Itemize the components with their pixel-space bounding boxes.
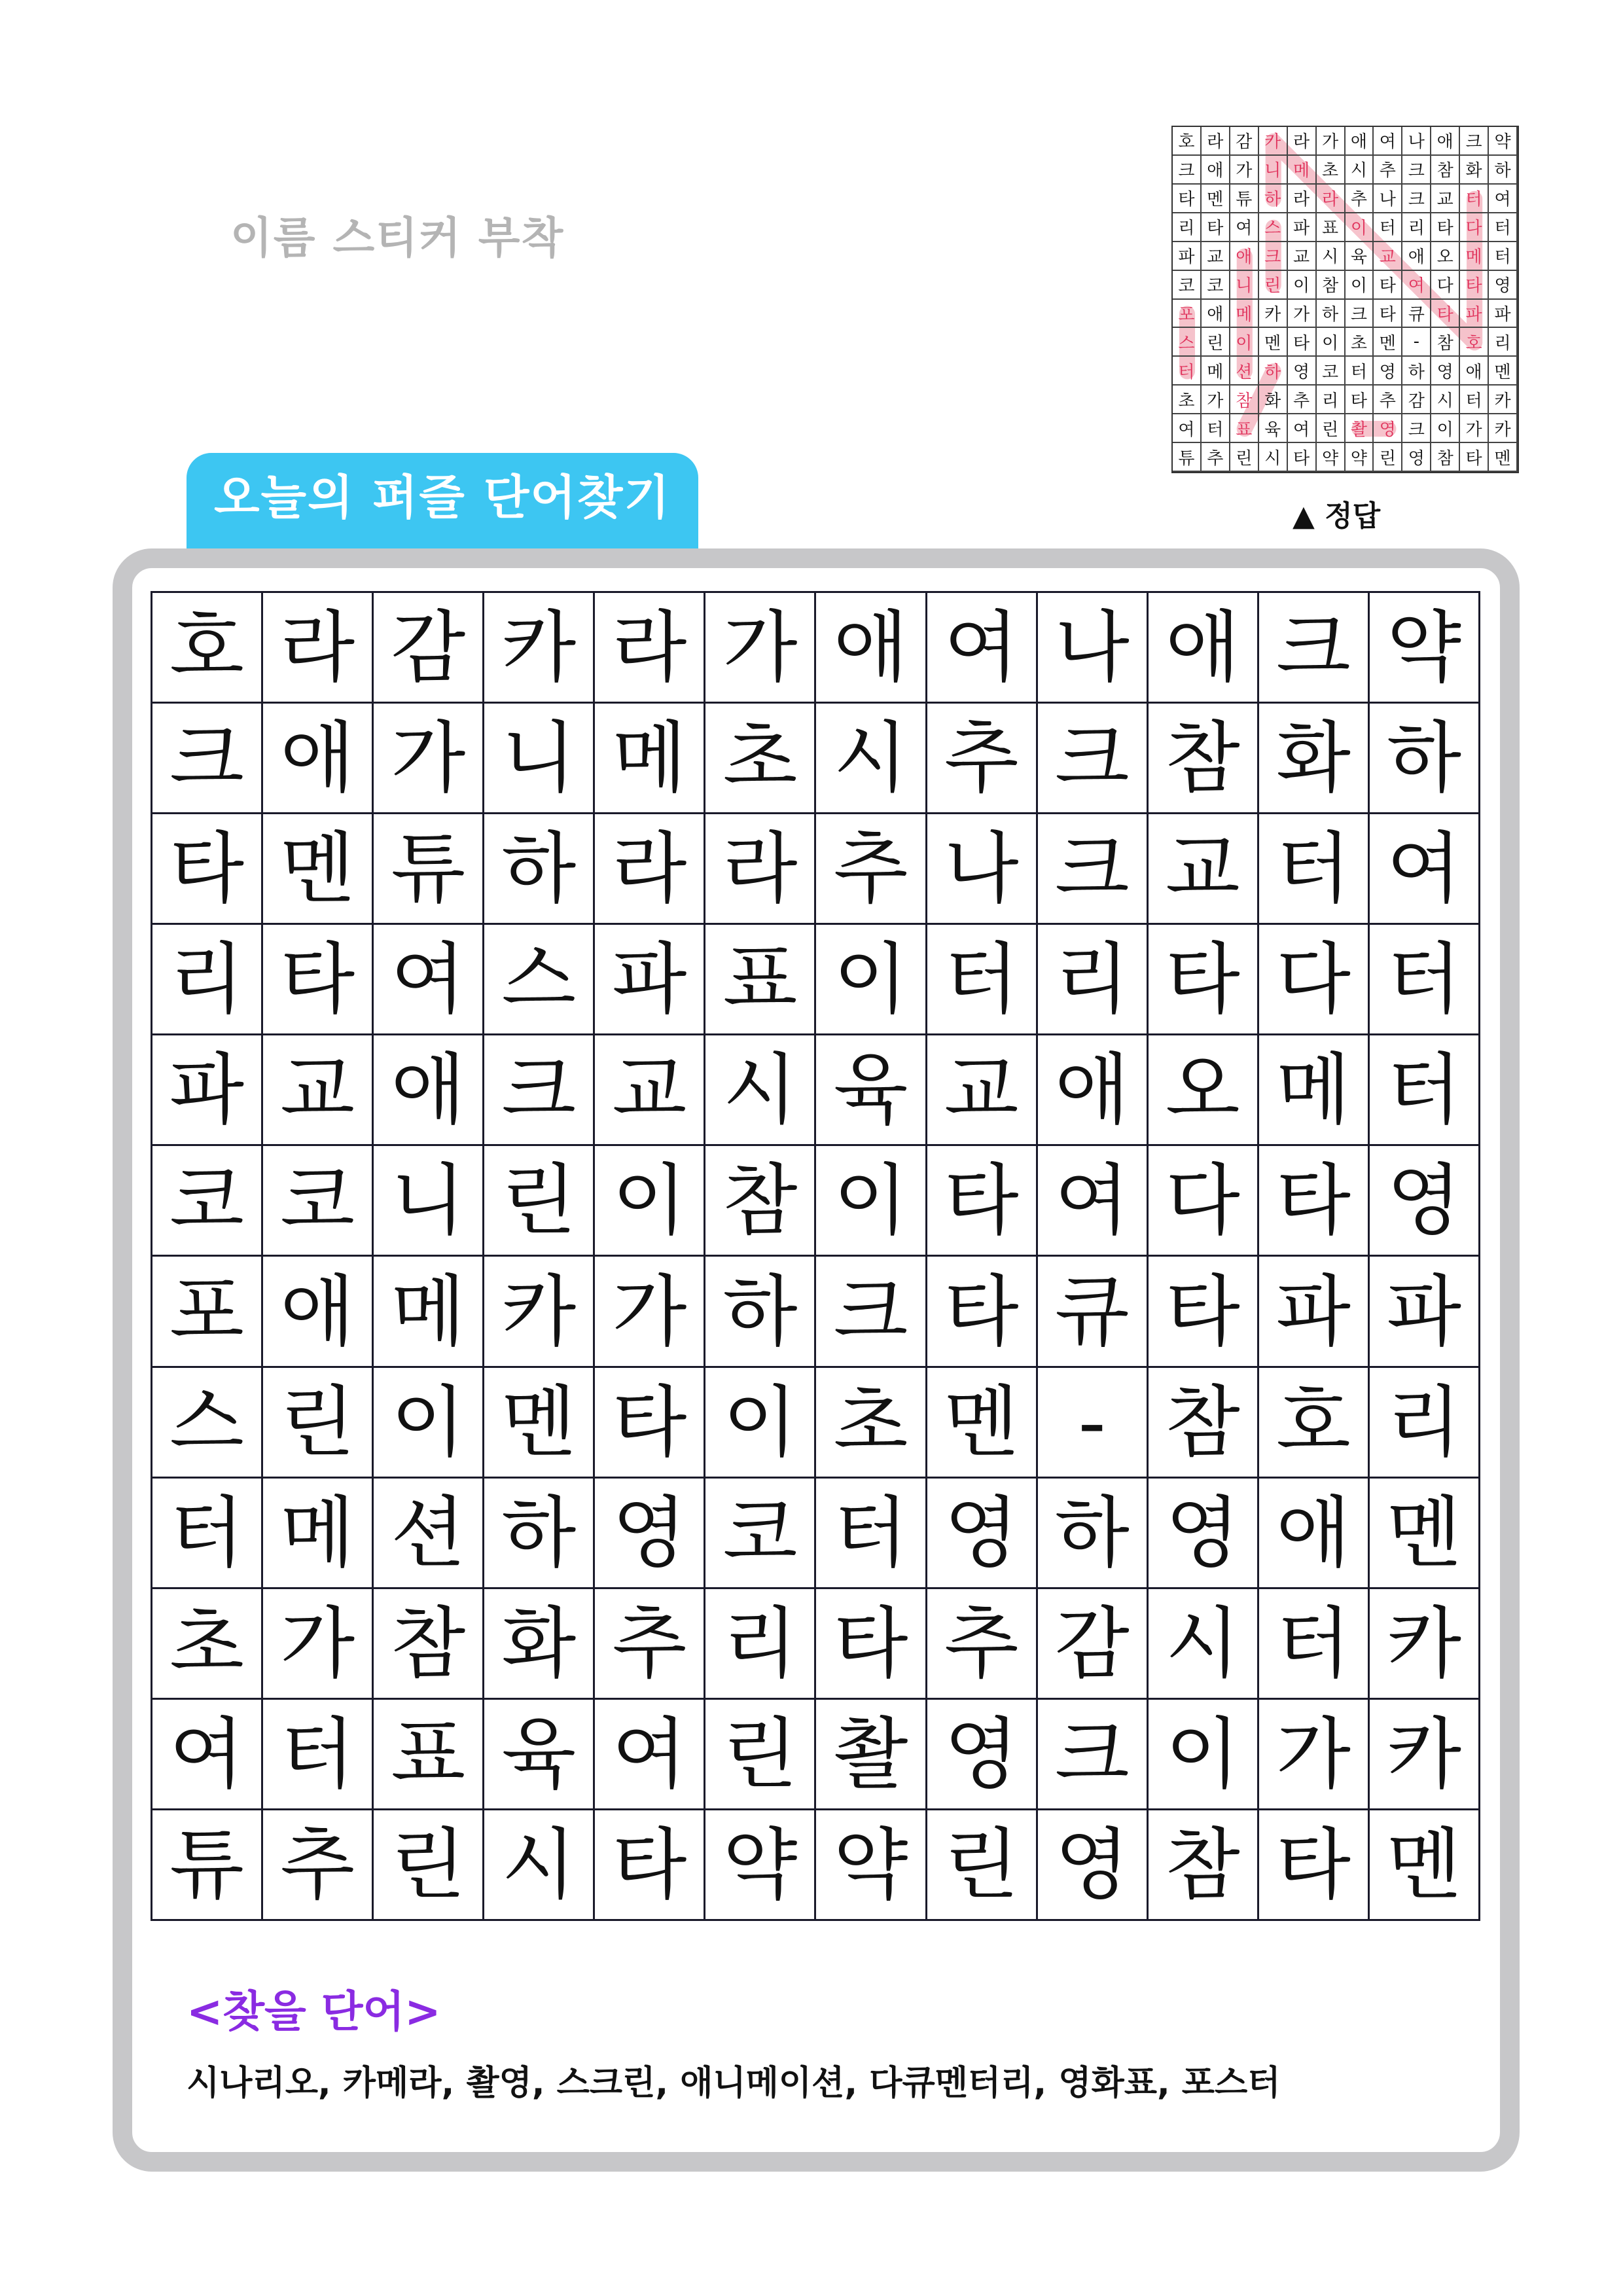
grid-cell[interactable]: 포: [152, 1257, 263, 1367]
answer-cell: 가: [1460, 414, 1489, 443]
grid-cell[interactable]: 영: [927, 1479, 1038, 1589]
grid-cell[interactable]: 파: [595, 925, 705, 1035]
grid-cell[interactable]: 크: [1038, 1700, 1149, 1810]
answer-cell: 린: [1202, 328, 1230, 357]
answer-cell: 하: [1259, 185, 1288, 213]
answer-cell: 여: [1374, 127, 1402, 156]
answer-cell: 교: [1202, 242, 1230, 271]
answer-cell: 타: [1374, 300, 1402, 329]
grid-cell[interactable]: 여: [1038, 1146, 1149, 1257]
grid-cell[interactable]: 린: [374, 1810, 484, 1921]
grid-cell[interactable]: 하: [1038, 1479, 1149, 1589]
grid-cell[interactable]: 약: [1370, 593, 1480, 704]
answer-cell: 감: [1402, 386, 1431, 414]
grid-cell[interactable]: 시: [484, 1810, 595, 1921]
grid-cell[interactable]: 애: [374, 1035, 484, 1146]
answer-cell: 리: [1489, 328, 1518, 357]
grid-cell[interactable]: 멘: [1370, 1810, 1480, 1921]
grid-cell[interactable]: 멘: [263, 814, 374, 925]
answer-cell: 추: [1346, 185, 1374, 213]
grid-cell[interactable]: 약: [705, 1810, 816, 1921]
grid-cell[interactable]: 가: [595, 1257, 705, 1367]
answer-cell: 여: [1288, 414, 1317, 443]
answer-cell: 타: [1460, 443, 1489, 472]
grid-cell[interactable]: 타: [263, 925, 374, 1035]
grid-cell[interactable]: 라: [705, 814, 816, 925]
answer-cell: 이: [1431, 414, 1460, 443]
grid-cell[interactable]: 하: [484, 814, 595, 925]
grid-cell[interactable]: 하: [1370, 704, 1480, 814]
grid-cell[interactable]: 튜: [374, 814, 484, 925]
grid-cell[interactable]: 파: [1370, 1257, 1480, 1367]
grid-cell[interactable]: 카: [484, 1257, 595, 1367]
answer-cell: 이: [1288, 271, 1317, 300]
name-sticker-label: 이름 스티커 부착: [230, 213, 565, 263]
answer-cell: 튜: [1230, 185, 1259, 213]
answer-cell: 린: [1259, 271, 1288, 300]
grid-cell[interactable]: 애: [1259, 1479, 1370, 1589]
answer-cell: 멘: [1374, 328, 1402, 357]
answer-cell: 표: [1230, 414, 1259, 443]
grid-cell[interactable]: 시: [1149, 1589, 1259, 1700]
answer-cell: 메: [1288, 156, 1317, 185]
answer-cell: 크: [1460, 127, 1489, 156]
grid-cell[interactable]: 크: [816, 1257, 927, 1367]
answer-cell: 타: [1288, 443, 1317, 472]
grid-cell[interactable]: 타: [152, 814, 263, 925]
answer-cell: 표: [1317, 213, 1346, 242]
answer-cell: 리: [1173, 213, 1202, 242]
answer-cell: 이: [1346, 271, 1374, 300]
answer-cell: 애: [1460, 357, 1489, 386]
grid-cell[interactable]: 표: [374, 1700, 484, 1810]
grid-cell[interactable]: 크: [152, 704, 263, 814]
answer-cell: 메: [1230, 300, 1259, 329]
answer-cell: 교: [1374, 242, 1402, 271]
grid-cell[interactable]: 메: [374, 1257, 484, 1367]
grid-cell[interactable]: 린: [484, 1146, 595, 1257]
grid-cell[interactable]: 여: [374, 925, 484, 1035]
answer-cell: 스: [1173, 328, 1202, 357]
answer-cell: 영: [1374, 414, 1402, 443]
answer-key-grid: [1171, 126, 1519, 473]
grid-cell[interactable]: 타: [1259, 1810, 1370, 1921]
grid-cell[interactable]: 여: [927, 593, 1038, 704]
grid-cell[interactable]: 가: [374, 704, 484, 814]
grid-cell[interactable]: 추: [595, 1589, 705, 1700]
grid-cell[interactable]: 여: [595, 1700, 705, 1810]
answer-cell: 감: [1230, 127, 1259, 156]
grid-cell[interactable]: 타: [1149, 1257, 1259, 1367]
answer-cell: 화: [1259, 386, 1288, 414]
answer-cell: 여: [1173, 414, 1202, 443]
answer-cell: 추: [1374, 156, 1402, 185]
grid-cell[interactable]: 육: [484, 1700, 595, 1810]
grid-cell[interactable]: 가: [263, 1589, 374, 1700]
grid-cell[interactable]: 크: [1259, 593, 1370, 704]
grid-cell[interactable]: 카: [484, 593, 595, 704]
answer-cell: 코: [1317, 357, 1346, 386]
answer-cell: 약: [1317, 443, 1346, 472]
grid-cell[interactable]: 촬: [816, 1700, 927, 1810]
grid-cell[interactable]: 애: [1038, 1035, 1149, 1146]
grid-cell[interactable]: 타: [1259, 1146, 1370, 1257]
grid-cell[interactable]: 추: [263, 1810, 374, 1921]
answer-cell: 크: [1173, 156, 1202, 185]
answer-cell: -: [1402, 328, 1431, 357]
answer-cell: 리: [1317, 386, 1346, 414]
answer-cell: 하: [1402, 357, 1431, 386]
answer-cell: 오: [1431, 242, 1460, 271]
answer-cell: 시: [1259, 443, 1288, 472]
grid-cell[interactable]: 터: [1370, 1035, 1480, 1146]
answer-cell: 터: [1374, 213, 1402, 242]
answer-cell: 션: [1230, 357, 1259, 386]
answer-cell: 스: [1259, 213, 1288, 242]
grid-cell[interactable]: 린: [263, 1368, 374, 1479]
answer-cell: 타: [1346, 386, 1374, 414]
answer-cell: 카: [1489, 414, 1518, 443]
answer-cell: 멘: [1202, 185, 1230, 213]
answer-cell: 멘: [1259, 328, 1288, 357]
grid-cell[interactable]: 참: [1149, 1810, 1259, 1921]
grid-cell[interactable]: 추: [816, 814, 927, 925]
puzzle-title: 오늘의 퍼즐 단어찾기: [213, 470, 671, 525]
puzzle-title-tab: [187, 453, 698, 551]
answer-cell: 참: [1431, 328, 1460, 357]
answer-cell: 파: [1173, 242, 1202, 271]
grid-cell[interactable]: 니: [484, 704, 595, 814]
grid-cell[interactable]: 린: [705, 1700, 816, 1810]
grid-cell[interactable]: 스: [152, 1368, 263, 1479]
grid-cell[interactable]: 멘: [1370, 1479, 1480, 1589]
word-search-grid: [151, 591, 1480, 1921]
grid-cell[interactable]: 리: [152, 925, 263, 1035]
grid-cell[interactable]: 파: [152, 1035, 263, 1146]
answer-cell: 크: [1402, 156, 1431, 185]
answer-cell: 튜: [1173, 443, 1202, 472]
grid-cell[interactable]: 리: [1370, 1368, 1480, 1479]
grid-cell[interactable]: 초: [152, 1589, 263, 1700]
grid-cell[interactable]: 감: [374, 593, 484, 704]
answer-cell: 라: [1288, 127, 1317, 156]
grid-cell[interactable]: 니: [374, 1146, 484, 1257]
answer-cell: 터: [1460, 386, 1489, 414]
grid-cell[interactable]: 크: [484, 1035, 595, 1146]
answer-cell: 가: [1230, 156, 1259, 185]
answer-cell: 참: [1431, 156, 1460, 185]
answer-cell: 크: [1346, 300, 1374, 329]
grid-cell[interactable]: 타: [927, 1257, 1038, 1367]
grid-cell[interactable]: 육: [816, 1035, 927, 1146]
answer-cell: 니: [1259, 156, 1288, 185]
grid-cell[interactable]: 이: [374, 1368, 484, 1479]
answer-cell: 터: [1460, 185, 1489, 213]
grid-cell[interactable]: 타: [595, 1368, 705, 1479]
answer-cell: 영: [1402, 443, 1431, 472]
grid-cell[interactable]: 라: [263, 593, 374, 704]
answer-cell: 하: [1317, 300, 1346, 329]
answer-cell: 라: [1288, 185, 1317, 213]
answer-cell: 코: [1202, 271, 1230, 300]
grid-cell[interactable]: 코: [152, 1146, 263, 1257]
answer-cell: 메: [1202, 357, 1230, 386]
answer-cell: 타: [1288, 328, 1317, 357]
grid-cell[interactable]: 교: [1149, 814, 1259, 925]
answer-cell: 참: [1431, 443, 1460, 472]
answer-cell: 터: [1346, 357, 1374, 386]
answer-cell: 파: [1460, 300, 1489, 329]
grid-cell[interactable]: 터: [152, 1479, 263, 1589]
grid-cell[interactable]: 참: [1149, 1368, 1259, 1479]
answer-cell: 타: [1374, 271, 1402, 300]
answer-cell: 멘: [1489, 443, 1518, 472]
grid-cell[interactable]: 애: [263, 1257, 374, 1367]
answer-cell: 여: [1230, 213, 1259, 242]
grid-cell[interactable]: 참: [1149, 704, 1259, 814]
grid-cell[interactable]: 다: [1259, 925, 1370, 1035]
answer-cell: 여: [1489, 185, 1518, 213]
answer-cell: 니: [1230, 271, 1259, 300]
answer-cell: 파: [1288, 213, 1317, 242]
answer-cell: 가: [1202, 386, 1230, 414]
grid-cell[interactable]: 하: [484, 1479, 595, 1589]
grid-cell[interactable]: 하: [705, 1257, 816, 1367]
grid-cell[interactable]: 튜: [152, 1810, 263, 1921]
grid-cell[interactable]: 가: [705, 593, 816, 704]
grid-cell[interactable]: 크: [1038, 814, 1149, 925]
grid-cell[interactable]: 리: [705, 1589, 816, 1700]
grid-cell[interactable]: 메: [263, 1479, 374, 1589]
answer-cell: 타: [1173, 185, 1202, 213]
answer-cell: 호: [1173, 127, 1202, 156]
grid-cell[interactable]: 터: [1259, 1589, 1370, 1700]
answer-cell: 가: [1317, 127, 1346, 156]
answer-cell: 터: [1173, 357, 1202, 386]
grid-cell[interactable]: 스: [484, 925, 595, 1035]
grid-cell[interactable]: 표: [705, 925, 816, 1035]
answer-cell: 참: [1230, 386, 1259, 414]
grid-cell[interactable]: 멘: [927, 1368, 1038, 1479]
answer-cell: 약: [1346, 443, 1374, 472]
grid-cell[interactable]: 이: [816, 1146, 927, 1257]
answer-cell: 추: [1374, 386, 1402, 414]
answer-cell: 크: [1402, 414, 1431, 443]
answer-cell: 카: [1259, 300, 1288, 329]
grid-cell[interactable]: 메: [595, 704, 705, 814]
answer-cell: 추: [1202, 443, 1230, 472]
find-words-list: 시나리오, 카메라, 촬영, 스크린, 애니메이션, 다큐멘터리, 영화표, 포스터: [187, 2064, 1281, 2103]
answer-cell: 시: [1431, 386, 1460, 414]
answer-cell: 코: [1173, 271, 1202, 300]
grid-cell[interactable]: 영: [595, 1479, 705, 1589]
grid-cell[interactable]: 여: [1370, 814, 1480, 925]
grid-cell[interactable]: 교: [927, 1035, 1038, 1146]
answer-cell: 큐: [1402, 300, 1431, 329]
grid-cell[interactable]: 이: [1149, 1700, 1259, 1810]
grid-cell[interactable]: 나: [927, 814, 1038, 925]
answer-cell: 화: [1460, 156, 1489, 185]
grid-cell[interactable]: 교: [263, 1035, 374, 1146]
answer-cell: 린: [1374, 443, 1402, 472]
answer-cell: 터: [1489, 213, 1518, 242]
find-words-title: <찾을 단어>: [187, 1986, 441, 2037]
grid-cell[interactable]: 크: [1038, 704, 1149, 814]
answer-cell: 애: [1431, 127, 1460, 156]
answer-cell: 호: [1460, 328, 1489, 357]
answer-cell: 다: [1431, 271, 1460, 300]
grid-cell[interactable]: 애: [1149, 593, 1259, 704]
answer-cell: 시: [1317, 242, 1346, 271]
grid-cell[interactable]: 이: [595, 1146, 705, 1257]
grid-cell[interactable]: 터: [263, 1700, 374, 1810]
grid-cell[interactable]: 타: [595, 1810, 705, 1921]
grid-cell[interactable]: 교: [595, 1035, 705, 1146]
grid-cell[interactable]: 영: [1149, 1479, 1259, 1589]
grid-cell[interactable]: 큐: [1038, 1257, 1149, 1367]
grid-cell[interactable]: -: [1038, 1368, 1149, 1479]
grid-cell[interactable]: 린: [927, 1810, 1038, 1921]
answer-cell: 초: [1173, 386, 1202, 414]
grid-cell[interactable]: 애: [816, 593, 927, 704]
answer-cell: 타: [1202, 213, 1230, 242]
answer-cell: 터: [1202, 414, 1230, 443]
answer-cell: 애: [1346, 127, 1374, 156]
grid-cell[interactable]: 타: [1149, 925, 1259, 1035]
answer-cell: 크: [1402, 185, 1431, 213]
answer-cell: 다: [1460, 213, 1489, 242]
answer-cell: 애: [1402, 242, 1431, 271]
grid-cell[interactable]: 영: [927, 1700, 1038, 1810]
answer-cell: 애: [1230, 242, 1259, 271]
grid-cell[interactable]: 멘: [484, 1368, 595, 1479]
grid-cell[interactable]: 다: [1149, 1146, 1259, 1257]
answer-cell: 여: [1402, 271, 1431, 300]
grid-cell[interactable]: 화: [1259, 704, 1370, 814]
grid-cell[interactable]: 나: [1038, 593, 1149, 704]
answer-cell: 터: [1489, 242, 1518, 271]
answer-cell: 교: [1288, 242, 1317, 271]
answer-cell: 약: [1489, 127, 1518, 156]
answer-cell: 영: [1431, 357, 1460, 386]
answer-cell: 타: [1460, 271, 1489, 300]
answer-cell: 육: [1259, 414, 1288, 443]
answer-cell: 나: [1402, 127, 1431, 156]
answer-cell: 라: [1317, 185, 1346, 213]
grid-cell[interactable]: 이: [816, 925, 927, 1035]
answer-cell: 메: [1460, 242, 1489, 271]
grid-cell[interactable]: 리: [1038, 925, 1149, 1035]
answer-cell: 린: [1317, 414, 1346, 443]
grid-cell[interactable]: 라: [595, 593, 705, 704]
grid-cell[interactable]: 카: [1370, 1589, 1480, 1700]
grid-cell[interactable]: 애: [263, 704, 374, 814]
answer-cell: 애: [1202, 300, 1230, 329]
grid-cell[interactable]: 오: [1149, 1035, 1259, 1146]
grid-cell[interactable]: 감: [1038, 1589, 1149, 1700]
answer-cell: 카: [1489, 386, 1518, 414]
answer-cell: 영: [1374, 357, 1402, 386]
grid-cell[interactable]: 카: [1370, 1700, 1480, 1810]
answer-cell: 멘: [1489, 357, 1518, 386]
answer-cell: 린: [1230, 443, 1259, 472]
answer-cell: 하: [1489, 156, 1518, 185]
answer-cell: 카: [1259, 127, 1288, 156]
answer-cell: 하: [1259, 357, 1288, 386]
grid-cell[interactable]: 화: [484, 1589, 595, 1700]
answer-cell: 이: [1317, 328, 1346, 357]
answer-cell: 나: [1374, 185, 1402, 213]
grid-cell[interactable]: 터: [1370, 925, 1480, 1035]
answer-cell: 초: [1317, 156, 1346, 185]
grid-cell[interactable]: 참: [374, 1589, 484, 1700]
answer-cell: 영: [1288, 357, 1317, 386]
grid-cell[interactable]: 영: [1038, 1810, 1149, 1921]
answer-cell: 애: [1202, 156, 1230, 185]
grid-cell[interactable]: 가: [1259, 1700, 1370, 1810]
grid-cell[interactable]: 초: [705, 704, 816, 814]
answer-cell: 포: [1173, 300, 1202, 329]
grid-cell[interactable]: 코: [263, 1146, 374, 1257]
answer-cell: 가: [1288, 300, 1317, 329]
answer-cell: 라: [1202, 127, 1230, 156]
grid-cell[interactable]: 터: [1259, 814, 1370, 925]
answer-cell: 촬: [1346, 414, 1374, 443]
answer-cell: 리: [1402, 213, 1431, 242]
answer-cell: 육: [1346, 242, 1374, 271]
answer-cell: 파: [1489, 300, 1518, 329]
answer-key-label: ▲ 정답: [1293, 499, 1381, 533]
grid-cell[interactable]: 여: [152, 1700, 263, 1810]
grid-cell[interactable]: 약: [816, 1810, 927, 1921]
answer-cell: 이: [1346, 213, 1374, 242]
grid-cell[interactable]: 이: [705, 1368, 816, 1479]
answer-cell: 타: [1431, 213, 1460, 242]
grid-cell[interactable]: 코: [705, 1479, 816, 1589]
grid-cell[interactable]: 터: [927, 925, 1038, 1035]
grid-cell[interactable]: 참: [705, 1146, 816, 1257]
answer-cell: 참: [1317, 271, 1346, 300]
grid-cell[interactable]: 시: [816, 704, 927, 814]
grid-cell[interactable]: 타: [816, 1589, 927, 1700]
grid-cell[interactable]: 파: [1259, 1257, 1370, 1367]
answer-cell: 교: [1431, 185, 1460, 213]
grid-cell[interactable]: 호: [1259, 1368, 1370, 1479]
grid-cell[interactable]: 타: [927, 1146, 1038, 1257]
answer-cell: 초: [1346, 328, 1374, 357]
grid-cell[interactable]: 메: [1259, 1035, 1370, 1146]
grid-cell[interactable]: 영: [1370, 1146, 1480, 1257]
answer-cell: 시: [1346, 156, 1374, 185]
grid-cell[interactable]: 션: [374, 1479, 484, 1589]
grid-cell[interactable]: 초: [816, 1368, 927, 1479]
grid-cell[interactable]: 추: [927, 704, 1038, 814]
answer-cell: 영: [1489, 271, 1518, 300]
grid-cell[interactable]: 라: [595, 814, 705, 925]
answer-key: [1171, 126, 1525, 473]
answer-cell: 추: [1288, 386, 1317, 414]
answer-cell: 이: [1230, 328, 1259, 357]
grid-cell[interactable]: 추: [927, 1589, 1038, 1700]
answer-cell: 크: [1259, 242, 1288, 271]
grid-cell[interactable]: 호: [152, 593, 263, 704]
grid-cell[interactable]: 시: [705, 1035, 816, 1146]
grid-cell[interactable]: 터: [816, 1479, 927, 1589]
answer-cell: 타: [1431, 300, 1460, 329]
